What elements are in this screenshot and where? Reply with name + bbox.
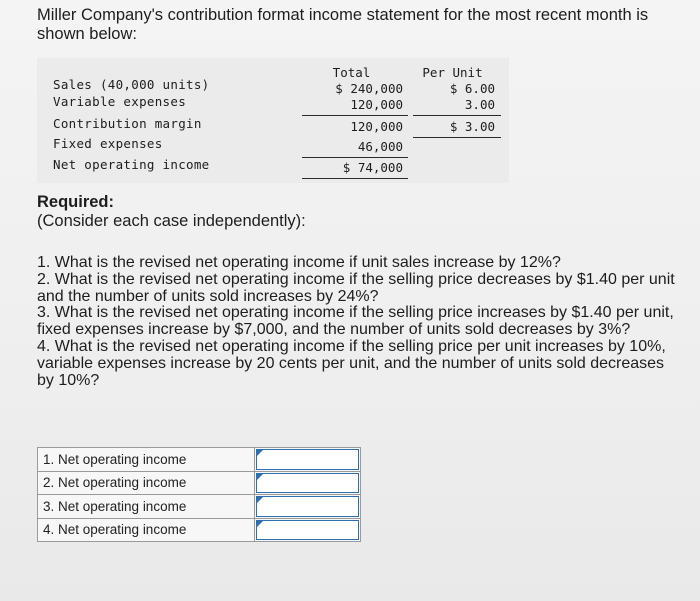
answer-row (38, 448, 361, 472)
subtotal-rule-total (302, 115, 408, 116)
row-label-fixed-expenses: Fixed expenses (53, 136, 163, 151)
question-list (37, 255, 679, 389)
answer-label-1: 1. Net operating income (38, 448, 255, 472)
answer-input-1[interactable] (256, 449, 359, 470)
answer-label-4: 4. Net operating income (38, 518, 255, 542)
subtotal-rule-net (302, 157, 408, 158)
question-2: 2. What is the revised net operating income if the selling price decreases by $1.40 per unit and the number of units sold increases by 24%? (37, 270, 675, 305)
row-label-sales: Sales (40,000 units) (53, 77, 210, 92)
answer-input-2[interactable] (256, 473, 359, 494)
answer-input-3[interactable] (256, 496, 359, 517)
contribution-margin-per-unit: $ 3.00 (449, 119, 495, 134)
question-3: 3. What is the revised net operating income if the selling price increases by $1.40 per unit, fixed expenses increase by $7,000, and the number of units sold decreases by 3%? (37, 304, 674, 339)
answer-row (38, 495, 361, 519)
row-label-contribution-margin: Contribution margin (53, 116, 202, 131)
column-header-total: Total (332, 65, 371, 80)
row-label-net-operating-income: Net operating income (53, 157, 210, 172)
double-rule-net (302, 178, 408, 179)
fixed-expenses-total: 46,000 (357, 139, 403, 154)
answer-label-2: 2. Net operating income (38, 471, 255, 495)
question-1: 1. What is the revised net operating income if unit sales increase by 12%? (37, 254, 561, 271)
variable-expenses-per-unit: 3.00 (464, 97, 495, 112)
answer-cell-4 (255, 518, 361, 542)
total-rule-per-unit (413, 137, 501, 138)
subtotal-rule-per-unit (413, 115, 501, 116)
answer-input-4[interactable] (256, 520, 359, 541)
answer-cell-3 (255, 495, 361, 519)
answer-cell-2 (255, 471, 361, 495)
row-label-variable-expenses: Variable expenses (53, 94, 187, 109)
required-note: (Consider each case independently): (37, 212, 306, 230)
net-operating-income-total: $ 74,000 (342, 160, 403, 175)
answer-table (37, 447, 361, 542)
problem-intro: Miller Company's contribution format income statement for the most recent month is shown below: (37, 6, 649, 43)
required-heading: Required: (37, 193, 115, 211)
sales-per-unit: $ 6.00 (449, 81, 495, 96)
column-header-per-unit: Per Unit (422, 65, 483, 80)
contribution-margin-total: 120,000 (350, 119, 403, 134)
sales-total: $ 240,000 (335, 81, 403, 96)
answer-label-3: 3. Net operating income (38, 495, 255, 519)
answer-row (38, 518, 361, 542)
variable-expenses-total: 120,000 (350, 97, 403, 112)
question-4: 4. What is the revised net operating income if the selling price per unit increases by 10%, variable expenses increase by 20 cents per unit, and the number of units sold decreases by 10%? (37, 337, 666, 389)
answer-row (38, 471, 361, 495)
answer-cell-1 (255, 448, 361, 472)
